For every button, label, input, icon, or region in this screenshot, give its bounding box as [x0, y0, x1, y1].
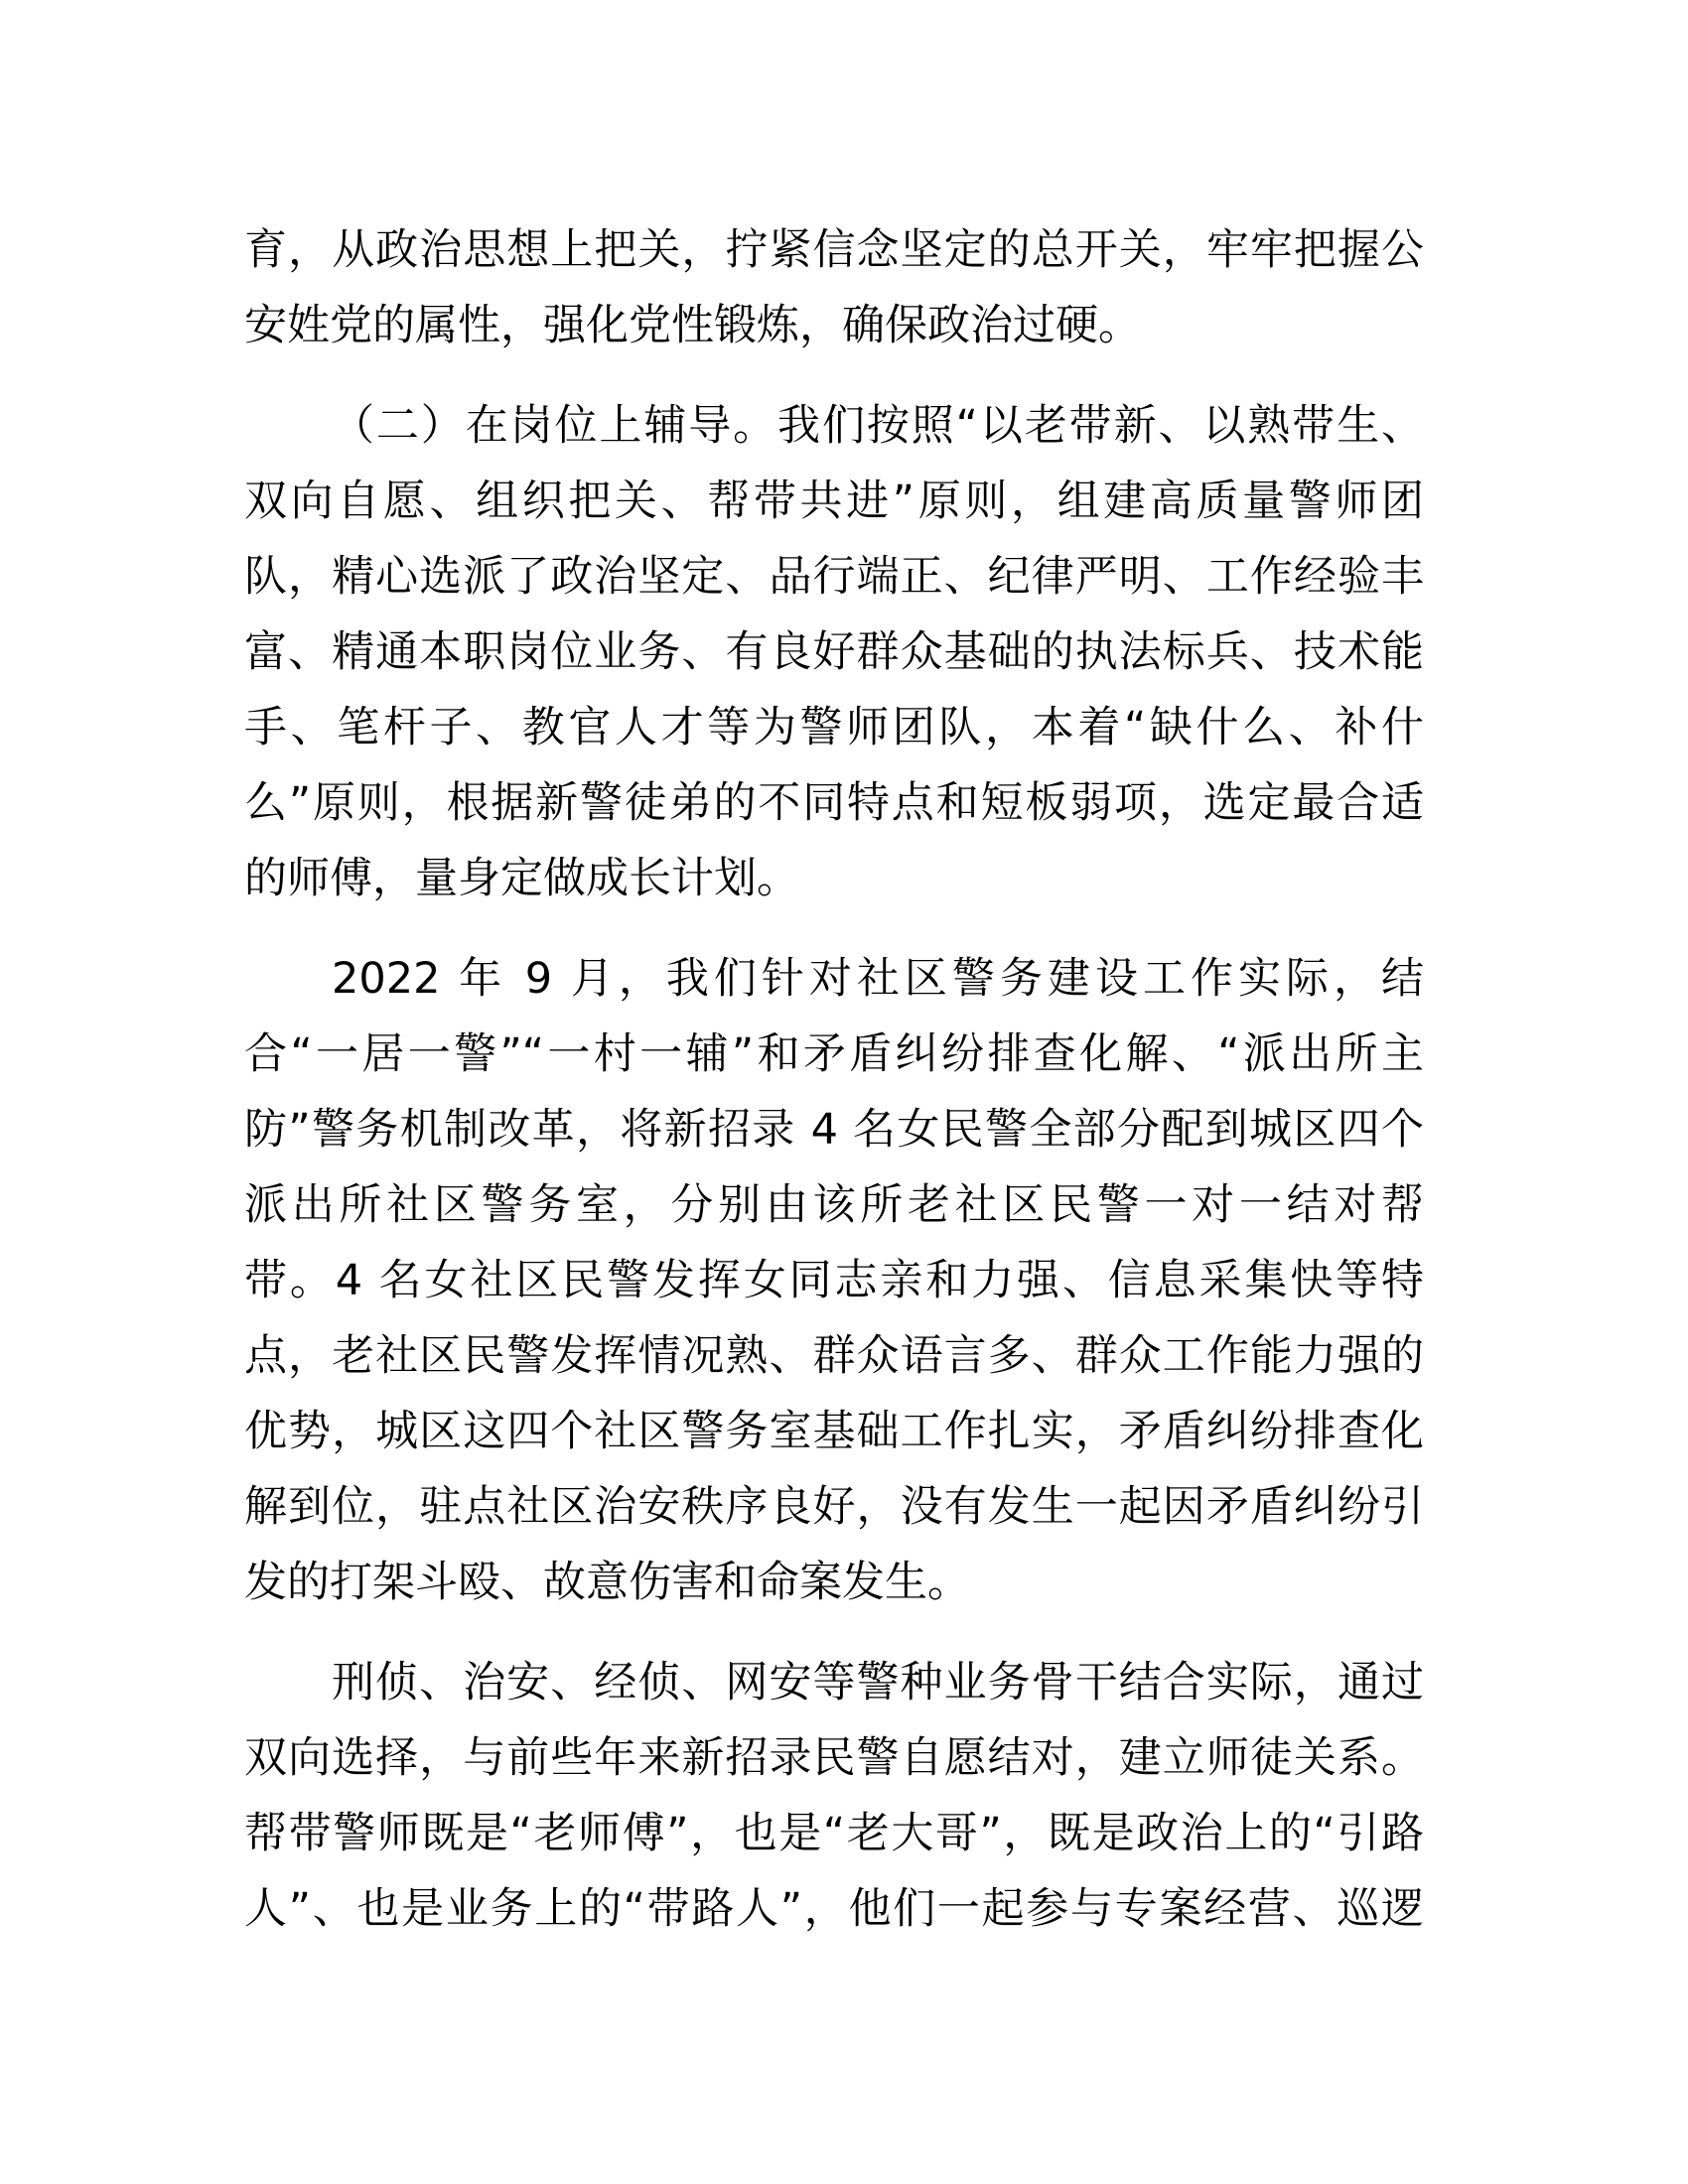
text-line: 人”、也是业务上的“带路人”，他们一起参与专案经营、巡逻 — [244, 1884, 1424, 1934]
text-line: 手、笔杆子、教官人才等为警师团队，本着“缺什么、补什 — [244, 703, 1424, 752]
paragraph-political-education — [244, 212, 1424, 363]
text-line: 的师傅，量身定做成长计划。 — [244, 854, 799, 903]
text-line: 么”原则，根据新警徒弟的不同特点和短板弱项，选定最合适 — [244, 778, 1424, 828]
text-line: 防”警务机制改革，将新招录 4 名女民警全部分配到城区四个 — [244, 1105, 1424, 1155]
text-line: 双向自愿、组织把关、帮带共进”原则，组建高质量警师团 — [244, 477, 1424, 526]
text-line: 优势，城区这四个社区警务室基础工作扎实，矛盾纠纷排查化 — [244, 1407, 1424, 1456]
text-line: 点，老社区民警发挥情况熟、群众语言多、群众工作能力强的 — [244, 1331, 1424, 1381]
text-line: 队，精心选派了政治坚定、品行端正、纪律严明、工作经验丰 — [244, 552, 1424, 602]
paragraph-on-post-mentoring — [244, 388, 1424, 916]
paragraph-community-policing — [244, 941, 1424, 1620]
text-line: 富、精通本职岗位业务、有良好群众基础的执法标兵、技术能 — [244, 627, 1424, 677]
text-line: 刑侦、治安、经侦、网安等警种业务骨干结合实际，通过 — [332, 1658, 1424, 1707]
text-line: 解到位，驻点社区治安秩序良好，没有发生一起因矛盾纠纷引 — [244, 1482, 1424, 1532]
text-line: 安姓党的属性，强化党性锻炼，确保政治过硬。 — [244, 301, 1141, 350]
document-body — [244, 212, 1424, 1972]
paragraph-specialist-mentors — [244, 1645, 1424, 1947]
text-line: 帮带警师既是“老师傅”，也是“老大哥”，既是政治上的“引路 — [244, 1809, 1424, 1858]
text-line: 双向选择，与前些年来新招录民警自愿结对，建立师徒关系。 — [244, 1733, 1424, 1783]
text-line: 育，从政治思想上把关，拧紧信念坚定的总开关，牢牢把握公 — [244, 225, 1424, 275]
text-line: 发的打架斗殴、故意伤害和命案发生。 — [244, 1558, 970, 1607]
text-line: 带。4 名女社区民警发挥女同志亲和力强、信息采集快等特 — [244, 1256, 1424, 1305]
text-line: 派出所社区警务室，分别由该所老社区民警一对一结对帮 — [244, 1180, 1424, 1230]
text-line: 合“一居一警”“一村一辅”和矛盾纠纷排查化解、“派出所主 — [244, 1029, 1424, 1079]
section-heading-line: （二）在岗位上辅导。我们按照“以老带新、以熟带生、 — [332, 401, 1424, 451]
text-line: 2022 年 9 月，我们针对社区警务建设工作实际，结 — [332, 954, 1424, 1004]
